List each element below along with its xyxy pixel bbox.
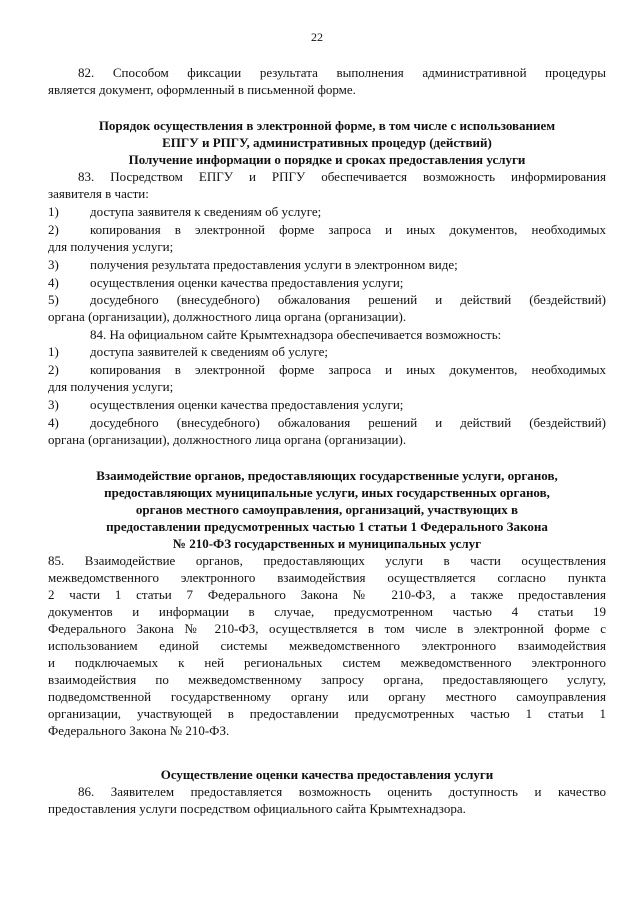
section-heading: предоставлении предусмотренных частью 1 статьи 1 Федерального Закона xyxy=(106,519,548,534)
paragraph-85-line: Федерального Закона № 210-ФЗ, осуществляется в том числе в электронной форме с xyxy=(48,621,606,636)
paragraph-84-intro: 84. На официальном сайте Крымтехнадзора обеспечивается возможность: xyxy=(90,327,502,342)
list-number: 3) xyxy=(48,257,59,272)
list-item: копирования в электронной форме запроса и иных документов, необходимых xyxy=(90,222,606,237)
list-item-continuation: органа (организации), должностного лица органа (организации). xyxy=(48,309,407,324)
paragraph-85-line: использованием единой системы межведомственного электронного взаимодействия xyxy=(48,638,606,653)
list-number: 3) xyxy=(48,397,59,412)
list-item-continuation: для получения услуги; xyxy=(48,239,174,254)
page-number: 22 xyxy=(311,30,323,44)
list-item-continuation: органа (организации), должностного лица органа (организации). xyxy=(48,432,407,447)
paragraph-82-line: 82. Способом фиксации результата выполнения административной процедуры xyxy=(78,65,606,80)
section-heading: Порядок осуществления в электронной форме, в том числе с использованием xyxy=(98,118,556,133)
list-item-continuation: для получения услуги; xyxy=(48,379,174,394)
list-item: получения результата предоставления услуги в электронном виде; xyxy=(90,257,458,272)
list-item: осуществления оценки качества предоставления услуги; xyxy=(90,275,404,290)
paragraph-83-line: 83. Посредством ЕПГУ и РПГУ обеспечивается возможность информирования xyxy=(78,169,606,184)
paragraph-85-line: межведомственного электронного взаимодействия осуществляется согласно пункта xyxy=(48,570,606,585)
list-item: досудебного (внесудебного) обжалования решений и действий (бездействий) xyxy=(90,292,606,307)
paragraph-85-line: взаимодействия по межведомственному запросу органа, предоставляющего услугу, xyxy=(48,672,606,687)
list-number: 2) xyxy=(48,222,59,237)
paragraph-85-line: и подключаемых к ней региональных систем межведомственного электронного xyxy=(48,655,606,670)
list-item: осуществления оценки качества предоставления услуги; xyxy=(90,397,404,412)
list-number: 1) xyxy=(48,344,59,359)
paragraph-85-line: документов и информации в случае, предусмотренном частью 4 статьи 19 xyxy=(48,604,606,619)
list-item: досудебного (внесудебного) обжалования решений и действий (бездействий) xyxy=(90,415,606,430)
section-heading: органов местного самоуправления, организаций, участвующих в xyxy=(135,502,519,517)
list-number: 2) xyxy=(48,362,59,377)
list-item: доступа заявителя к сведениям об услуге; xyxy=(90,204,322,219)
section-heading: Взаимодействие органов, предоставляющих государственные услуги, органов, xyxy=(96,468,558,483)
list-number: 4) xyxy=(48,275,59,290)
paragraph-85-line: подведомственной государственному органу или органу местного самоуправления xyxy=(48,689,606,704)
section-heading: предоставляющих муниципальные услуги, иных государственных органов, xyxy=(104,485,550,500)
list-item: копирования в электронной форме запроса и иных документов, необходимых xyxy=(90,362,606,377)
list-number: 1) xyxy=(48,204,59,219)
list-number: 5) xyxy=(48,292,59,307)
list-item: доступа заявителей к сведениям об услуге; xyxy=(90,344,329,359)
paragraph-82-line: является документ, оформленный в письменной форме. xyxy=(48,82,356,97)
paragraph-83-line: заявителя в части: xyxy=(48,186,149,201)
paragraph-85-line: Федерального Закона № 210-ФЗ. xyxy=(48,723,230,738)
paragraph-85-line: 85. Взаимодействие органов, предоставляющих услуги в части осуществления xyxy=(48,553,606,568)
paragraph-85-line: 2 части 1 статьи 7 Федерального Закона № 210-ФЗ, а также предоставления xyxy=(48,587,606,602)
section-heading: Осуществление оценки качества предоставления услуги xyxy=(160,767,494,782)
section-heading: № 210-ФЗ государственных и муниципальных услуг xyxy=(172,536,482,551)
section-subheading: Получение информации о порядке и сроках предоставления услуги xyxy=(128,152,526,167)
paragraph-86-line: предоставления услуги посредством официального сайта Крымтехнадзора. xyxy=(48,801,466,816)
list-number: 4) xyxy=(48,415,59,430)
paragraph-85-line: организации, участвующей в предоставлении предусмотренных частью 1 статьи 1 xyxy=(48,706,606,721)
section-heading: ЕПГУ и РПГУ, административных процедур (действий) xyxy=(162,135,492,150)
paragraph-86-line: 86. Заявителем предоставляется возможность оценить доступность и качество xyxy=(78,784,606,799)
